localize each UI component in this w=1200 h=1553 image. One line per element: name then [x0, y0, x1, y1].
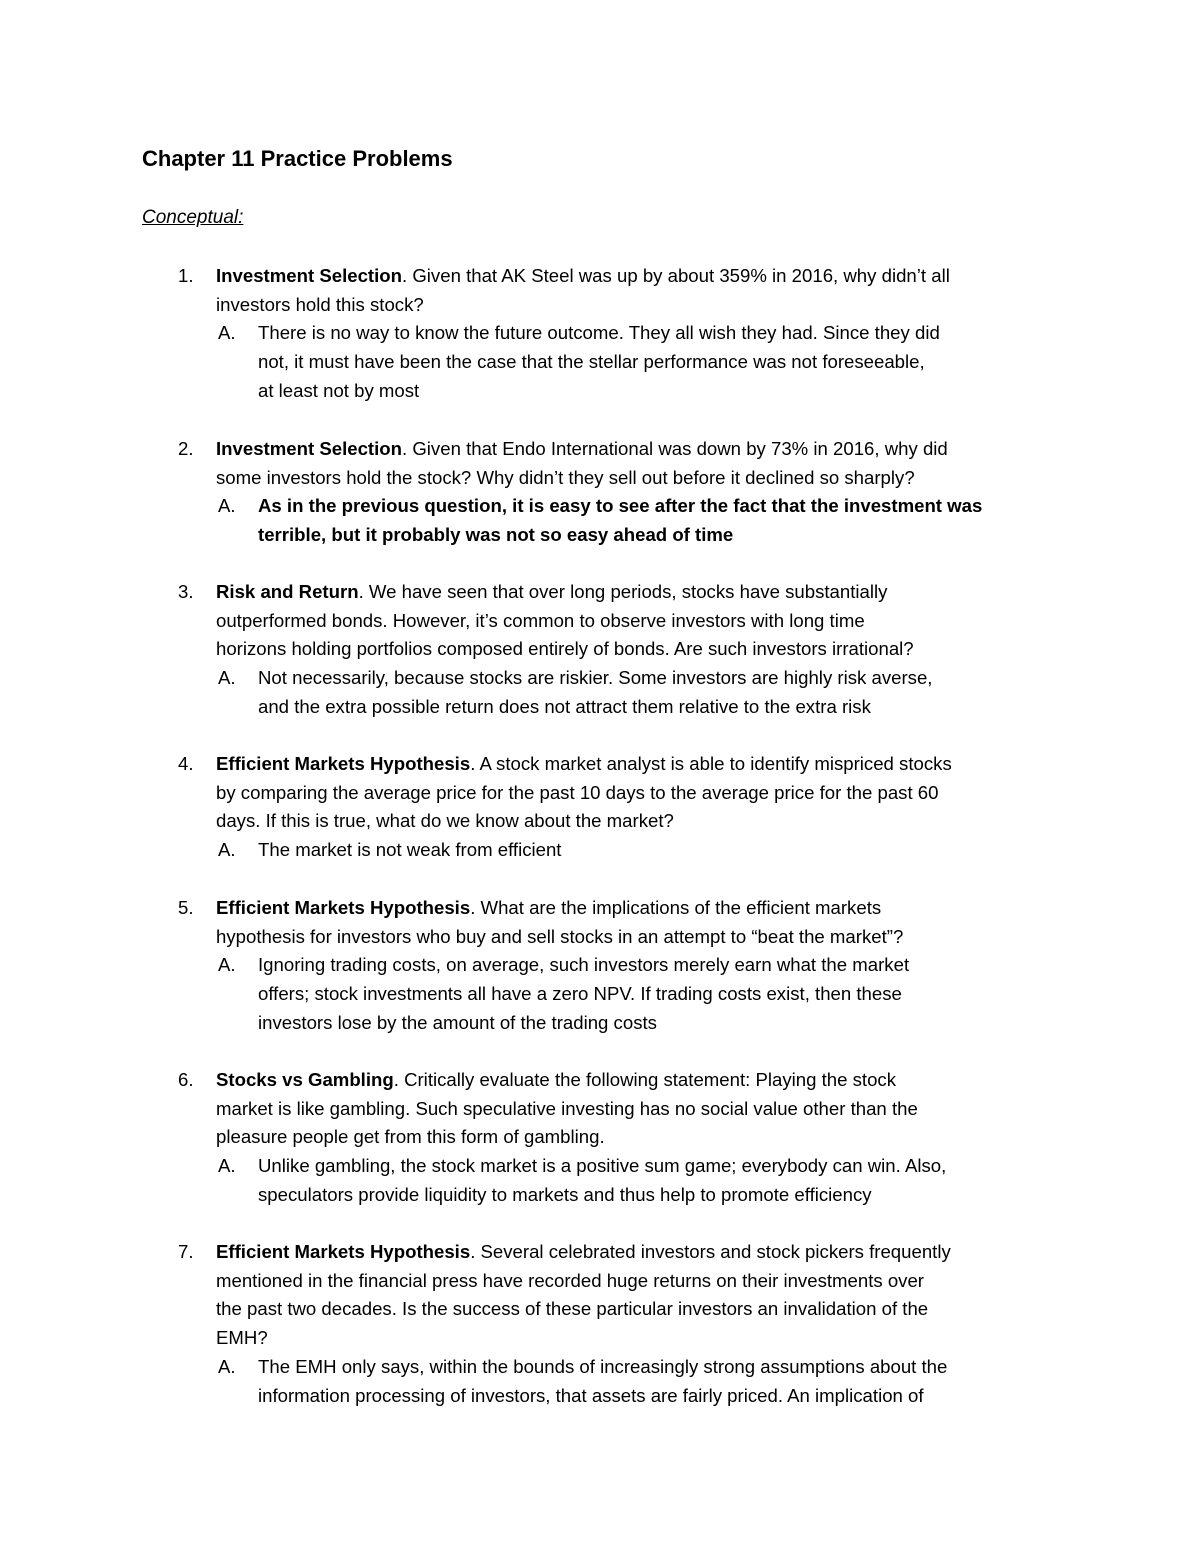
question-text: mentioned in the financial press have recorded huge returns on their investments over: [216, 1269, 924, 1291]
question-text: investors hold this stock?: [216, 293, 424, 315]
answer-line: [178, 980, 1078, 1009]
problem-item: [178, 750, 1078, 865]
question-text: pleasure people get from this form of gambling.: [216, 1126, 605, 1148]
answer-line: [178, 521, 1078, 550]
question-line: [178, 894, 1078, 923]
question-text: some investors hold the stock? Why didn’t they sell out before it declined so sharply?: [216, 466, 915, 488]
problem-item: [178, 1238, 1078, 1410]
problem-item: [178, 262, 1078, 406]
answer-line: [178, 664, 1078, 693]
problem-number: 6.: [178, 1069, 194, 1090]
answer-text: There is no way to know the future outcome. They all wish they had. Since they did: [258, 322, 940, 344]
problem-topic: Efficient Markets Hypothesis: [216, 897, 471, 918]
answer-line: [178, 693, 1078, 722]
question-text: horizons holding portfolios composed entirely of bonds. Are such investors irrational?: [216, 638, 914, 660]
question-line: [178, 1324, 1078, 1353]
question-text: by comparing the average price for the past 10 days to the average price for the past 60: [216, 781, 939, 803]
problem-number: 1.: [178, 265, 194, 286]
answer-line: [178, 836, 1078, 865]
answer-letter: A.: [218, 839, 236, 861]
answer-text: offers; stock investments all have a zero NPV. If trading costs exist, then these: [258, 983, 902, 1005]
section-heading: Conceptual:: [142, 207, 244, 228]
problem-topic: Efficient Markets Hypothesis: [216, 753, 471, 774]
question-line: [178, 1095, 1078, 1124]
answer-letter: A.: [218, 1355, 236, 1377]
answer-line: [178, 377, 1078, 406]
answer-line: [178, 1152, 1078, 1181]
answer-letter: A.: [218, 495, 236, 517]
question-line: [178, 578, 1078, 607]
problem-number: 3.: [178, 581, 194, 602]
question-text: . What are the implications of the efficient markets: [470, 897, 882, 918]
answer-text: information processing of investors, that assets are fairly priced. An implication of: [258, 1384, 924, 1406]
question-text: . A stock market analyst is able to identify mispriced stocks: [470, 753, 952, 774]
question-line: [178, 779, 1078, 808]
problem-number: 7.: [178, 1241, 194, 1262]
question-text: . Critically evaluate the following statement: Playing the stock: [393, 1069, 897, 1090]
question-text: hypothesis for investors who buy and sell stocks in an attempt to “beat the market”?: [216, 925, 904, 947]
problem-topic: Investment Selection: [216, 438, 402, 459]
question-text: the past two decades. Is the success of these particular investors an invalidation of the: [216, 1298, 929, 1320]
problem-item: [178, 1066, 1078, 1210]
answer-text: and the extra possible return does not attract them relative to the extra risk: [258, 695, 871, 717]
answer-line: [178, 348, 1078, 377]
question-line: [178, 750, 1078, 779]
question-text: days. If this is true, what do we know about the market?: [216, 810, 674, 832]
question-text: EMH?: [216, 1327, 268, 1349]
question-text: market is like gambling. Such speculative investing has no social value other than the: [216, 1097, 918, 1119]
question-line: [178, 923, 1078, 952]
question-text: . Given that Endo International was down by 73% in 2016, why did: [402, 438, 948, 459]
question-line: [178, 807, 1078, 836]
question-text: . Several celebrated investors and stock pickers frequently: [470, 1241, 951, 1262]
answer-text: The market is not weak from efficient: [258, 839, 562, 861]
answer-text: at least not by most: [258, 379, 420, 401]
problem-item: [178, 894, 1078, 1038]
answer-text: speculators provide liquidity to markets and thus help to promote efficiency: [258, 1183, 872, 1205]
question-text: . We have seen that over long periods, stocks have substantially: [358, 581, 888, 602]
question-line: [178, 435, 1078, 464]
problem-topic: Investment Selection: [216, 265, 402, 286]
answer-text: As in the previous question, it is easy to see after the fact that the investment was: [258, 495, 983, 517]
question-line: [178, 1295, 1078, 1324]
page-title: Chapter 11 Practice Problems: [142, 146, 453, 171]
problem-item: [178, 435, 1078, 550]
answer-text: not, it must have been the case that the stellar performance was not foreseeable,: [258, 351, 925, 373]
problem-number: 4.: [178, 753, 194, 774]
answer-text: Not necessarily, because stocks are riskier. Some investors are highly risk averse,: [258, 667, 933, 689]
question-line: [178, 635, 1078, 664]
answer-line: [178, 1009, 1078, 1038]
answer-text: Unlike gambling, the stock market is a positive sum game; everybody can win. Also,: [258, 1155, 947, 1177]
question-line: [178, 262, 1078, 291]
answer-text: The EMH only says, within the bounds of increasingly strong assumptions about the: [258, 1355, 948, 1377]
answer-letter: A.: [218, 322, 236, 344]
question-line: [178, 1066, 1078, 1095]
question-line: [178, 607, 1078, 636]
problem-item: [178, 578, 1078, 722]
answer-letter: A.: [218, 667, 236, 689]
problem-topic: Stocks vs Gambling: [216, 1069, 394, 1090]
question-text: outperformed bonds. However, it’s common to observe investors with long time: [216, 609, 865, 631]
answer-line: [178, 319, 1078, 348]
answer-line: [178, 1353, 1078, 1382]
problem-number: 2.: [178, 438, 194, 459]
problem-number: 5.: [178, 897, 194, 918]
answer-line: [178, 1382, 1078, 1411]
question-line: [178, 1267, 1078, 1296]
answer-text: terrible, but it probably was not so easy ahead of time: [258, 524, 734, 546]
question-line: [178, 1238, 1078, 1267]
question-text: . Given that AK Steel was up by about 359% in 2016, why didn’t all: [402, 265, 950, 286]
answer-line: [178, 492, 1078, 521]
problem-topic: Efficient Markets Hypothesis: [216, 1241, 471, 1262]
answer-line: [178, 951, 1078, 980]
answer-text: Ignoring trading costs, on average, such investors merely earn what the market: [258, 954, 910, 976]
problem-topic: Risk and Return: [216, 581, 359, 602]
answer-text: investors lose by the amount of the trading costs: [258, 1011, 657, 1033]
question-line: [178, 291, 1078, 320]
question-line: [178, 1123, 1078, 1152]
answer-letter: A.: [218, 1155, 236, 1177]
question-line: [178, 464, 1078, 493]
answer-letter: A.: [218, 954, 236, 976]
answer-line: [178, 1181, 1078, 1210]
